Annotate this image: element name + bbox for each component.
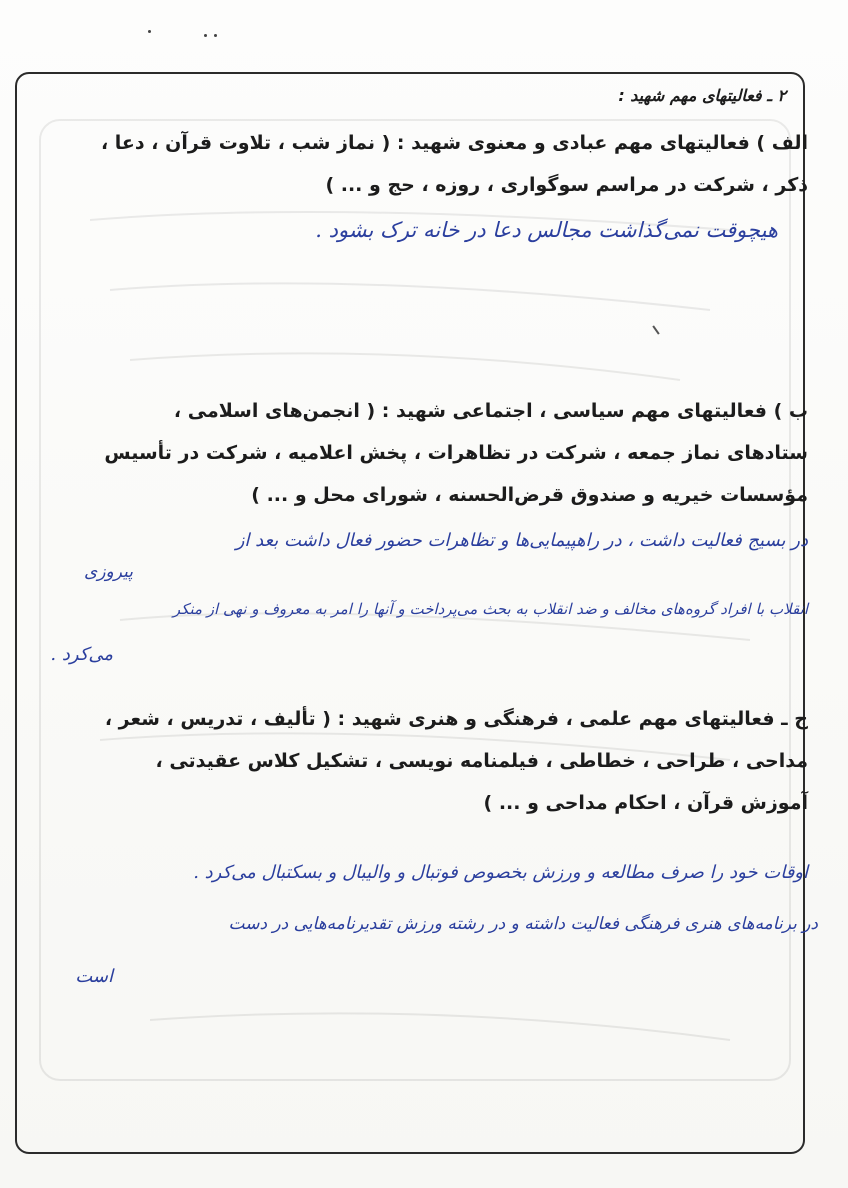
scan-specks xyxy=(140,24,240,44)
part-a-printed-line-1: الف ) فعالیتهای مهم عبادی و معنوی شهید : ( نماز شب ، تلاوت قرآن ، دعا ، xyxy=(100,132,808,154)
part-a-printed-line-2: ذکر ، شرکت در مراسم سوگواری ، روزه ، حج و ... ) xyxy=(325,174,808,196)
part-b-handwritten-line-2: پیروزی xyxy=(84,562,133,582)
part-b-printed-line-1: ب ) فعالیتهای مهم سیاسی ، اجتماعی شهید : ( انجمن‌های اسلامی ، xyxy=(173,400,808,422)
part-a-handwritten-line-1: هیچوقت نمی‌گذاشت مجالس دعا در خانه ترک بشود . xyxy=(315,218,778,242)
part-c-printed-line-1: ج ـ فعالیتهای مهم علمی ، فرهنگی و هنری شهید : ( تألیف ، تدریس ، شعر ، xyxy=(104,708,808,730)
part-b-handwritten-line-1: در بسیج فعالیت داشت ، در راهپیمایی‌ها و تظاهرات حضور فعال داشت بعد از xyxy=(235,530,808,551)
part-c-printed-line-2: مداحی ، طراحی ، خطاطی ، فیلمنامه نویسی ، تشکیل کلاس عقیدتی ، xyxy=(155,750,808,772)
part-b-printed-line-2: ستادهای نماز جمعه ، شرکت در تظاهرات ، پخش اعلامیه ، شرکت در تأسیس xyxy=(104,442,808,464)
part-c-handwritten-line-3: است xyxy=(75,966,113,987)
part-c-handwritten-line-1: اوقات خود را صرف مطالعه و ورزش بخصوص فوتبال و والیبال و بسکتبال می‌کرد . xyxy=(193,862,808,883)
part-b-printed-line-3: مؤسسات خیریه و صندوق قرض‌الحسنه ، شورای محل و ... ) xyxy=(251,484,808,506)
part-b-handwritten-line-3: انقلاب با افراد گروه‌های مخالف و ضد انقلاب به بحث می‌پرداخت و آنها را امر به معروف و نهی از منکر xyxy=(172,600,808,618)
section-heading: ۲ ـ فعالیتهای مهم شهید : xyxy=(618,86,786,105)
part-b-handwritten-line-4: می‌کرد . xyxy=(50,644,113,665)
part-c-printed-line-3: آموزش قرآن ، احکام مداحی و ... ) xyxy=(483,792,808,814)
part-c-handwritten-line-2: در برنامه‌های هنری فرهنگی فعالیت داشته و در رشته ورزش تقدیرنامه‌هایی در دست xyxy=(228,914,818,934)
